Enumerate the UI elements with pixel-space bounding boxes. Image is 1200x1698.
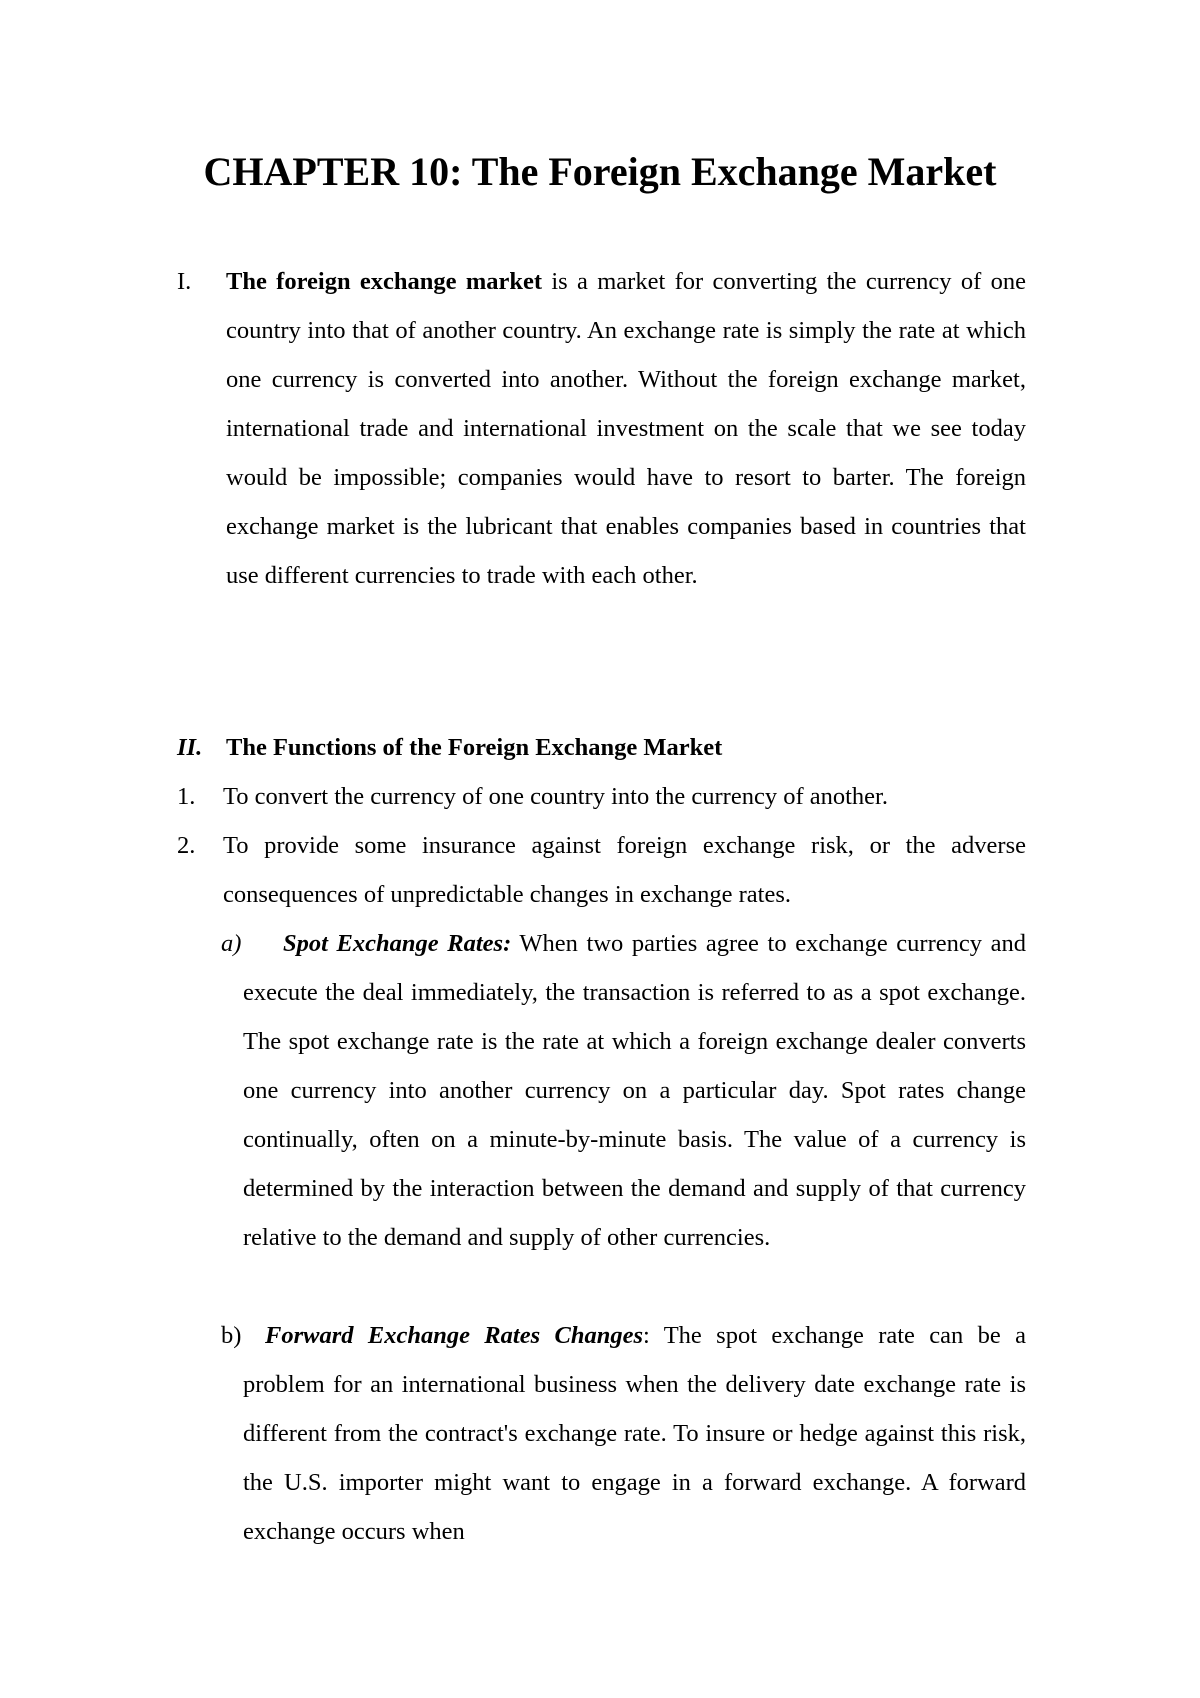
- list-item-1-marker: 1.: [177, 783, 196, 810]
- list-item-2-text: To provide some insurance against foreign exchange risk, or the adverse consequences of unpredictable changes in exchange rates.: [223, 832, 1026, 908]
- subitem-b-paragraph: [243, 1311, 1026, 1556]
- section-2-heading: The Functions of the Foreign Exchange Market: [226, 734, 723, 761]
- subitem-a-term: Spot Exchange Rates:: [283, 930, 512, 957]
- subitem-a-text: When two parties agree to exchange currency and execute the deal immediately, the transaction is referred to as a spot exchange. The spot exchange rate is the rate at which a foreign exchange dealer converts one currency into another currency on a particular day. Spot rates change continually, often on a minute-by-minute basis. The value of a currency is determined by the interaction between the demand and supply of that currency relative to the demand and supply of other currencies.: [243, 930, 1026, 1251]
- subitem-b-term: Forward Exchange Rates Changes: [265, 1322, 643, 1349]
- subitem-a-paragraph: [243, 919, 1026, 1262]
- subitem-b-text: : The spot exchange rate can be a problem for an international business when the delivery date exchange rate is different from the contract's exchange rate. To insure or hedge against this risk, the U.S. importer might want to engage in a forward exchange. A forward exchange occurs when: [243, 1322, 1026, 1545]
- section-2-marker: II.: [177, 734, 203, 761]
- section-1-paragraph: [226, 257, 1026, 600]
- subitem-b-marker: b): [221, 1322, 242, 1349]
- page-title: CHAPTER 10: The Foreign Exchange Market: [203, 149, 997, 194]
- subitem-a-marker: a): [221, 930, 242, 957]
- list-item-2-marker: 2.: [177, 832, 196, 859]
- section-1-text: is a market for converting the currency of one country into that of another country. An exchange rate is simply the rate at which one currency is converted into another. Without the foreign exchange market, international trade and international investment on the scale that we see today would be impossible; companies would have to resort to barter. The foreign exchange market is the lubricant that enables companies based in countries that use different currencies to trade with each other.: [226, 268, 1026, 589]
- section-1-marker: I.: [177, 268, 192, 295]
- section-1-term: The foreign exchange market: [226, 268, 543, 295]
- list-item-1-text: To convert the currency of one country into the currency of another.: [223, 783, 888, 810]
